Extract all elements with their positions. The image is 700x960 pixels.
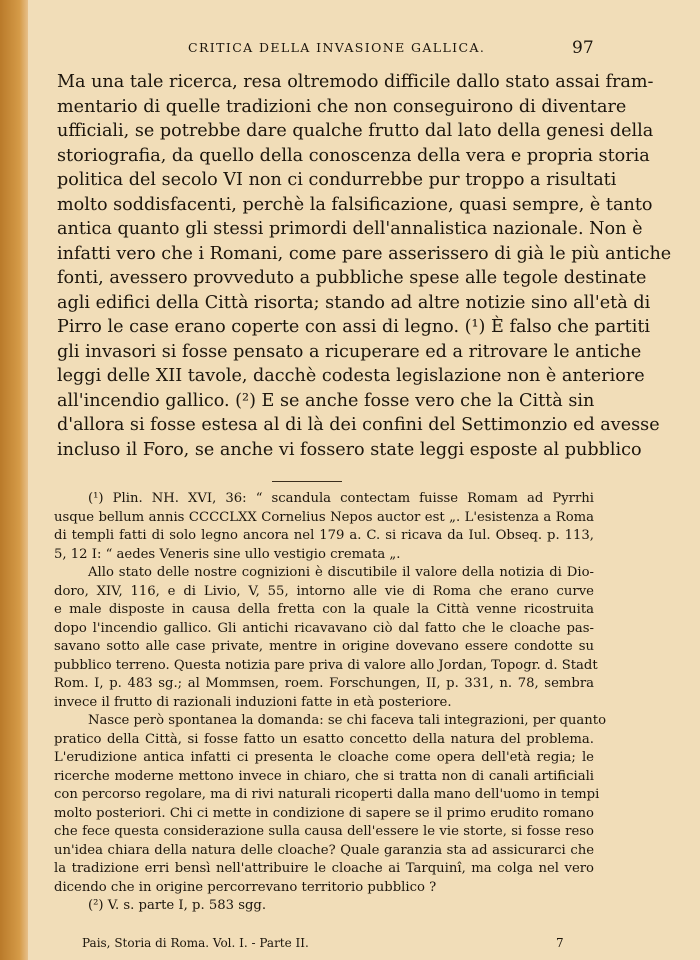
sheet-number: 7 <box>556 936 564 950</box>
body-line: gli invasori si fosse pensato a ricuperare ed a ritrovare le antiche <box>57 341 642 362</box>
footnote-line: (¹) Plin. NH. XVI, 36: “ scandula contectam fuisse Romam ad Pyrrhi <box>88 491 594 506</box>
body-line: fonti, avessero provveduto a pubbliche spese alle tegole destinate <box>57 268 647 288</box>
footnote-line: pubblico terreno. Questa notizia pare priva di valore allo Jordan, Topogr. d. Stadt <box>54 657 598 673</box>
body-line: Ma una tale ricerca, resa oltremodo difficile dallo stato assai fram- <box>57 72 654 92</box>
page-number: 97 <box>572 38 594 58</box>
footnote-line: di templi fatti di solo legno ancora nel 179 a. C. si ricava da Iul. Obseq. p. 113, <box>54 528 594 543</box>
body-line: ufficiali, se potrebbe dare qualche frutto dal lato della genesi della <box>57 121 654 141</box>
main-text <box>57 70 672 462</box>
footnotes <box>54 490 607 916</box>
running-title: CRITICA DELLA INVASIONE GALLICA. <box>188 40 486 55</box>
footer-signature: Pais, Storia di Roma. Vol. I. - Parte II. <box>82 936 309 950</box>
body-line: Pirro le case erano coperte con assi di legno. (¹) È falso che partiti <box>57 317 651 337</box>
body-line: antica quanto gli stessi primordi dell'annalistica nazionale. Non è <box>57 219 643 239</box>
body-line: agli edifici della Città risorta; stando ad altre notizie sino all'età di <box>57 292 651 313</box>
body-line: mentario di quelle tradizioni che non conseguirono di diventare <box>57 96 627 117</box>
body-line: d'allora si fosse estesa al di là dei confini del Settimonzio ed avesse <box>57 415 660 435</box>
running-head <box>28 38 700 62</box>
footnote-line: un'idea chiara della natura delle cloache? Quale garanzia sta ad assicurarci che <box>54 842 594 858</box>
body-line: leggi delle XII tavole, dacchè codesta legislazione non è anteriore <box>57 366 645 386</box>
footnote-line: la tradizione erri bensì nell'attribuire le cloache ai Tarquinî, ma colga nel vero <box>54 861 594 876</box>
footnote-line: Allo stato delle nostre cognizioni è discutibile il valore della notizia di Dio- <box>88 565 594 580</box>
footnote-line: (²) V. s. parte I, p. 583 sgg. <box>88 898 267 913</box>
footnote-line: 5, 12 I: “ aedes Veneris sine ullo vestigio cremata „. <box>54 546 401 562</box>
footnote-line: molto posteriori. Chi ci mette in condizione di sapere se il primo erudito romano <box>54 805 594 821</box>
footnote-line: Rom. I, p. 483 sg.; al Mommsen, roem. Forschungen, II, p. 331, n. 78, sembra <box>54 676 594 691</box>
footnote-line: che fece questa considerazione sulla causa dell'essere le vie storte, si fosse reso <box>54 824 594 839</box>
footnote-line: L'erudizione antica infatti ci presenta le cloache come opera dell'età regia; le <box>54 750 594 765</box>
footnote-line: con percorso regolare, ma di rivi naturali ricoperti dalla mano dell'uomo in tempi <box>54 787 600 802</box>
footnote-line: ricerche moderne mettono invece in chiaro, che si tratta non di canali artificiali <box>54 768 594 784</box>
body-line: infatti vero che i Romani, come pare asserissero di già le più antiche <box>57 243 672 264</box>
footnote-line: Nasce però spontanea la domanda: se chi faceva tali integrazioni, per quanto <box>88 713 607 728</box>
footnote-line: doro, XIV, 116, e di Livio, V, 55, intorno alle vie di Roma che erano curve <box>54 583 594 599</box>
book-binding-edge <box>0 0 28 960</box>
footnote-line: savano sotto alle case private, mentre in origine dovevano essere condotte su <box>54 639 594 654</box>
footnote-line: usque bellum annis CCCCLXX Cornelius Nepos auctor est „. L'esistenza a Roma <box>54 509 594 525</box>
footnote-line: dopo l'incendio gallico. Gli antichi ricavavano ciò dal fatto che le cloache pas- <box>54 620 594 636</box>
footnote-line: dicendo che in origine percorrevano territorio pubblico ? <box>54 879 437 895</box>
footnote-line: invece il frutto di razionali induzioni fatte in età posteriore. <box>54 694 452 710</box>
footnote-separator <box>272 481 342 482</box>
footnote-line: e male disposte in causa della fretta con la quale la Città venne ricostruita <box>54 602 594 617</box>
footnote-line: pratico della Città, si fosse fatto un esatto concetto della natura del problema. <box>54 731 594 747</box>
body-line: politica del secolo VI non ci condurrebbe pur troppo a risultati <box>57 170 617 190</box>
body-line: all'incendio gallico. (²) E se anche fosse vero che la Città sin <box>57 390 595 411</box>
body-line: storiografia, da quello della conoscenza della vera e propria storia <box>57 145 650 166</box>
body-line: incluso il Foro, se anche vi fossero state leggi esposte al pubblico <box>57 439 642 460</box>
body-line: molto soddisfacenti, perchè la falsificazione, quasi sempre, è tanto <box>57 194 653 215</box>
